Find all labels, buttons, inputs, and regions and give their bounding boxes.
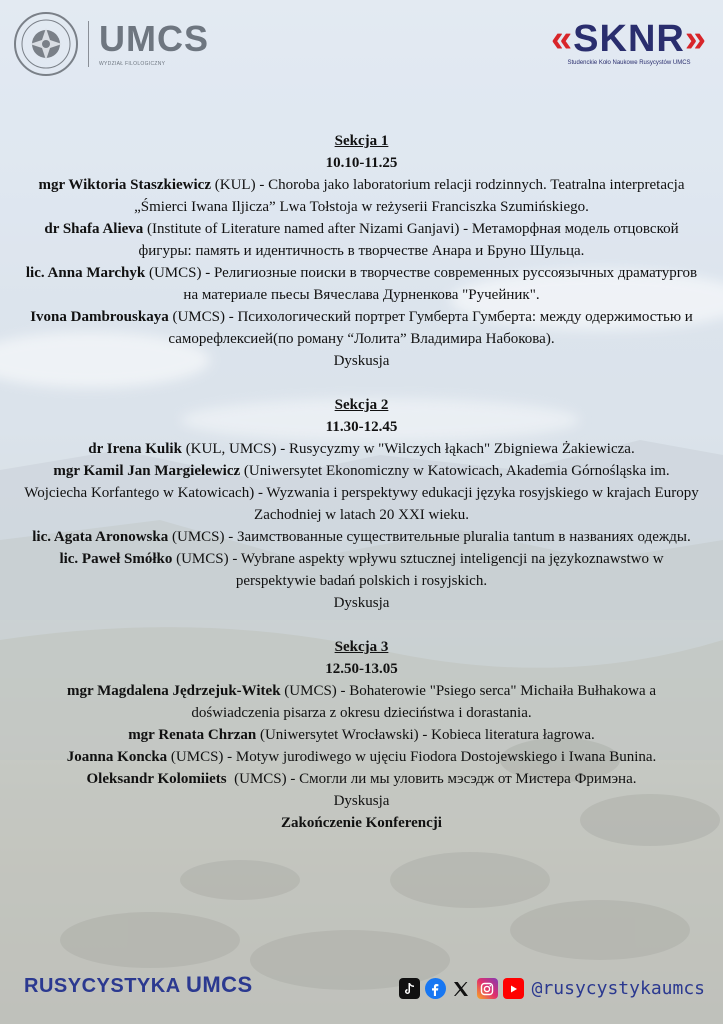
talk-details: (UMCS) - Психологический портрет Гумберта Гумберта: между одержимостью и саморефлексией(по роману “Лолита” Владимира Набокова). — [168, 309, 693, 347]
sknr-wordmark: SKNR — [573, 18, 685, 60]
speaker-name: mgr Renata Chrzan — [128, 727, 257, 743]
talk-details: (UMCS) - Религиозные поиски в творчестве современных руссоязычных драматургов на материале пьесы Вячеслава Дурненкова "Ручейник". — [145, 265, 698, 303]
section-1 — [22, 130, 701, 372]
x-icon[interactable] — [451, 978, 472, 999]
speaker-name: Joanna Koncka — [66, 749, 168, 765]
speaker-name: Ivona Dambrouskaya — [30, 309, 169, 325]
footer-brand — [24, 972, 253, 998]
section-time: 11.30-12.45 — [325, 419, 398, 435]
section-time: 12.50-13.05 — [325, 661, 398, 677]
sknr-logo — [551, 20, 707, 66]
speaker-name: lic. Anna Marchyk — [25, 265, 146, 281]
talk-entry — [22, 306, 701, 350]
speaker-name: mgr Wiktoria Staszkiewicz — [38, 177, 211, 193]
tiktok-icon[interactable] — [399, 978, 420, 999]
talk-details: (UMCS) - Motyw jurodiwego w ujęciu Fiodora Dostojewskiego i Iwana Bunina. — [167, 749, 657, 765]
footer-brand-part1: RUSYCYSTYKA — [24, 975, 180, 997]
section-2 — [22, 394, 701, 614]
footer-brand-part2: UMCS — [185, 972, 253, 997]
umcs-seal-icon — [12, 10, 80, 78]
discussion-label: Dyskusja — [333, 595, 390, 611]
conference-closing: Zakończenie Konferencji — [281, 815, 442, 831]
section-title: Sekcja 3 — [334, 639, 389, 655]
talk-details: (Uniwersytet Ekonomiczny w Katowicach, Akademia Górnośląska im. Wojciecha Korfantego w Katowicach) - Wyzwania i perspektywy edukacji języka rosyjskiego w krajach Europy Zachodniej w latach 20 XXI wieku. — [24, 463, 699, 523]
speaker-name: dr Irena Kulik — [88, 441, 182, 457]
conference-programme — [22, 130, 701, 834]
facebook-icon[interactable] — [425, 978, 446, 999]
talk-entry — [22, 438, 701, 460]
umcs-wordmark: UMCS — [99, 18, 209, 59]
social-handle[interactable]: @rusycystykaumcs — [531, 978, 705, 999]
sknr-close-quote: » — [684, 18, 707, 60]
speaker-name: Oleksandr Kolomiiets — [86, 771, 227, 787]
discussion-label: Dyskusja — [333, 793, 390, 809]
talk-entry — [22, 174, 701, 218]
talk-details: (Institute of Literature named after Nizami Ganjavi) - Метаморфная модель отцовской фигуры: память и идентичность в творчестве Анара и Бруно Шульца. — [138, 221, 679, 259]
speaker-name: lic. Paweł Smółko — [59, 551, 173, 567]
talk-entry — [22, 724, 701, 746]
section-3 — [22, 636, 701, 834]
talk-details: (Uniwersytet Wrocławski) - Kobieca literatura łagrowa. — [256, 727, 595, 743]
speaker-name: dr Shafa Alieva — [44, 221, 144, 237]
speaker-name: mgr Magdalena Jędrzejuk-Witek — [66, 683, 281, 699]
talk-details: (UMCS) - Bohaterowie "Psiego serca" Michaiła Bułhakowa a doświadczenia pisarza z okresu dzieciństwa i dorastania. — [191, 683, 657, 721]
social-links — [399, 978, 705, 999]
talk-details: (KUL, UMCS) - Rusycyzmy w "Wilczych łąkach" Zbigniewa Żakiewicza. — [181, 441, 635, 457]
talk-entry — [22, 262, 701, 306]
sknr-subtitle: Studenckie Koło Naukowe Rusycystów UMCS — [567, 60, 691, 66]
talk-entry — [22, 218, 701, 262]
talk-entry — [22, 460, 701, 526]
sknr-open-quote: « — [551, 18, 574, 60]
talk-entry — [22, 768, 701, 790]
speaker-name: mgr Kamil Jan Margielewicz — [53, 463, 241, 479]
talk-details: (UMCS) - Смогли ли мы уловить мэсэдж от Мистера Фримэна. — [226, 771, 637, 787]
talk-entry — [22, 548, 701, 592]
section-time: 10.10-11.25 — [325, 155, 398, 171]
discussion-label: Dyskusja — [333, 353, 390, 369]
instagram-icon[interactable] — [477, 978, 498, 999]
speaker-name: lic. Agata Aronowska — [32, 529, 169, 545]
logo-divider — [88, 21, 89, 67]
talk-details: (KUL) - Choroba jako laboratorium relacji rodzinnych. Teatralna interpretacja „Śmierci Iwana Iljicza” Lwa Tołstoja w reżyserii Franciszka Szumińskiego. — [134, 177, 685, 215]
talk-entry — [22, 746, 701, 768]
youtube-icon[interactable] — [503, 978, 524, 999]
talk-details: (UMCS) - Заимствованные существительные pluralia tantum в названиях одежды. — [168, 529, 691, 545]
umcs-logo — [12, 10, 209, 78]
talk-entry — [22, 526, 701, 548]
section-title: Sekcja 1 — [334, 133, 389, 149]
section-title: Sekcja 2 — [334, 397, 389, 413]
talk-entry — [22, 680, 701, 724]
talk-details: (UMCS) - Wybrane aspekty wpływu sztucznej inteligencji na językoznawstwo w perspektywie badań polskich i rosyjskich. — [172, 551, 664, 589]
umcs-subtitle: WYDZIAŁ FILOLOGICZNY — [99, 61, 166, 67]
